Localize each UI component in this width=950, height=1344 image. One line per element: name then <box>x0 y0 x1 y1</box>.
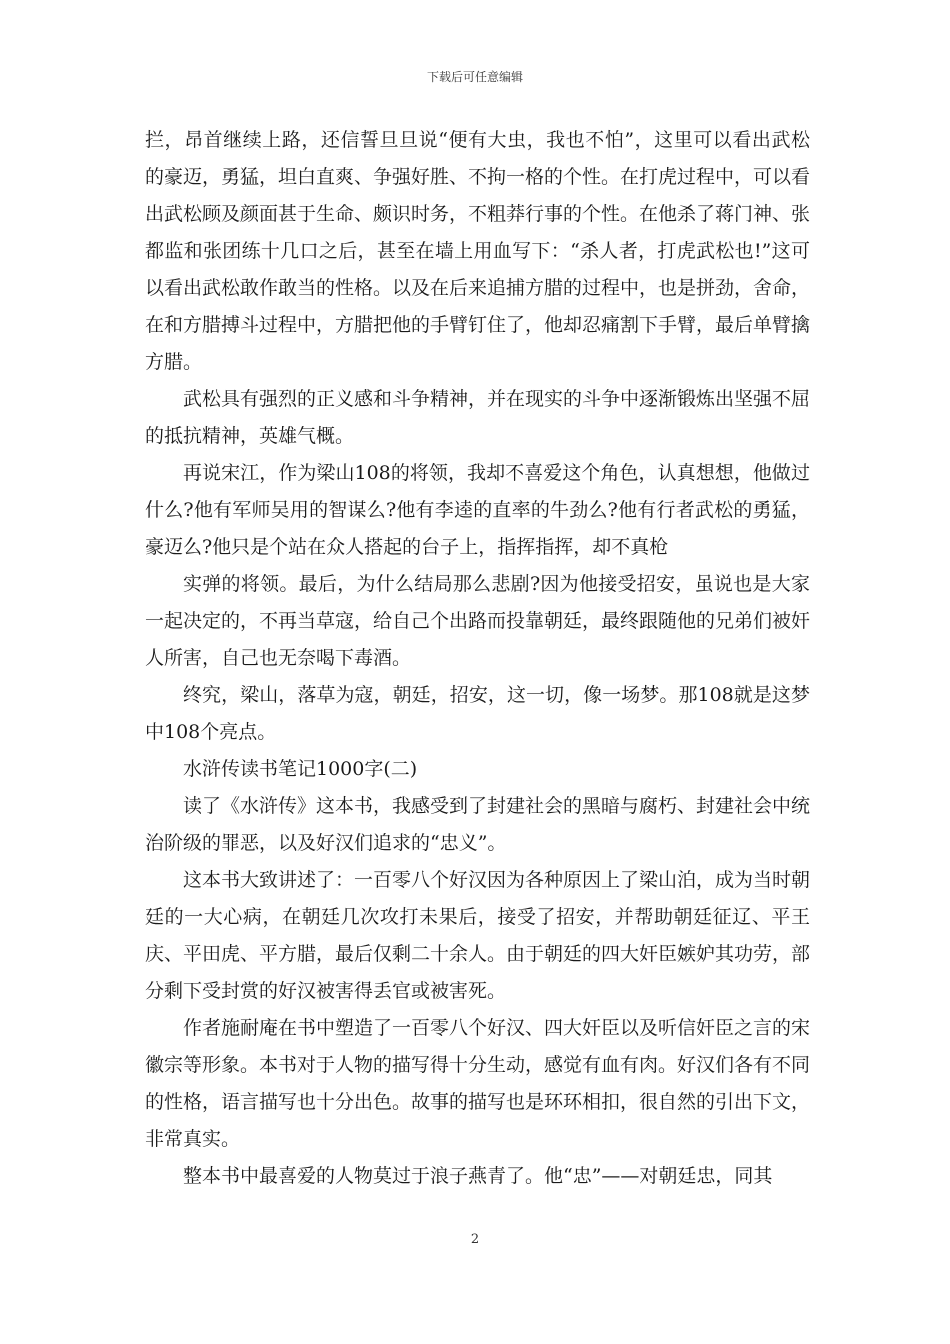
body-text <box>145 122 810 1195</box>
page-header: 下载后可任意编辑 <box>426 70 523 84</box>
paragraph: 拦，昂首继续上路，还信誓旦旦说“便有大虫，我也不怕”，这里可以看出武松的豪迈，勇猛，坦白直爽、争强好胜、不拘一格的个性。在打虎过程中，可以看出武松顾及颜面甚于生命、颇识时务，不粗莽行事的个性。在他杀了蒋门神、张都监和张团练十几口之后，甚至在墙上用血写下：“杀人者，打虎武松也!”这可以看出武松敢作敢当的性格。以及在后来追捕方腊的过程中，也是拼劲，舍命，在和方腊搏斗过程中，方腊把他的手臂钉住了，他却忍痛割下手臂，最后单臂擒方腊。 <box>145 129 811 373</box>
section-heading: 水浒传读书笔记1000字(二) <box>183 758 418 780</box>
paragraph: 这本书大致讲述了：一百零八个好汉因为各种原因上了梁山泊，成为当时朝廷的一大心病，在朝廷几次攻打未果后，接受了招安，并帮助朝廷征辽、平王庆、平田虎、平方腊，最后仅剩二十余人。由于朝廷的四大奸臣嫉妒其功劳，部分剩下受封赏的好汉被害得丢官或被害死。 <box>145 869 811 1002</box>
paragraph: 作者施耐庵在书中塑造了一百零八个好汉、四大奸臣以及听信奸臣之言的宋徽宗等形象。本书对于人物的描写得十分生动，感觉有血有肉。好汉们各有不同的性格，语言描写也十分出色。故事的描写也是环环相扣，很自然的引出下文，非常真实。 <box>145 1017 811 1150</box>
paragraph: 读了《水浒传》这本书，我感受到了封建社会的黑暗与腐朽、封建社会中统治阶级的罪恶，以及好汉们追求的“忠义”。 <box>145 795 811 854</box>
paragraph: 再说宋江，作为梁山108的将领，我却不喜爱这个角色，认真想想，他做过什么?他有军师吴用的智谋么?他有李逵的直率的牛劲么?他有行者武松的勇猛，豪迈么?他只是个站在众人搭起的台子上，指挥指挥，却不真枪 <box>145 462 810 558</box>
paragraph: 终究，梁山，落草为寇，朝廷，招安，这一切，像一场梦。那108就是这梦中108个亮点。 <box>145 684 810 743</box>
paragraph: 实弹的将领。最后，为什么结局那么悲剧?因为他接受招安，虽说也是大家一起决定的，不再当草寇，给自己个出路而投靠朝廷，最终跟随他的兄弟们被奸人所害，自己也无奈喝下毒酒。 <box>145 573 811 669</box>
paragraph: 整本书中最喜爱的人物莫过于浪子燕青了。他“忠”——对朝廷忠，同其 <box>183 1165 773 1187</box>
page-number: 2 <box>470 1232 480 1247</box>
paragraph: 武松具有强烈的正义感和斗争精神，并在现实的斗争中逐渐锻炼出坚强不屈的抵抗精神，英雄气概。 <box>145 388 811 447</box>
